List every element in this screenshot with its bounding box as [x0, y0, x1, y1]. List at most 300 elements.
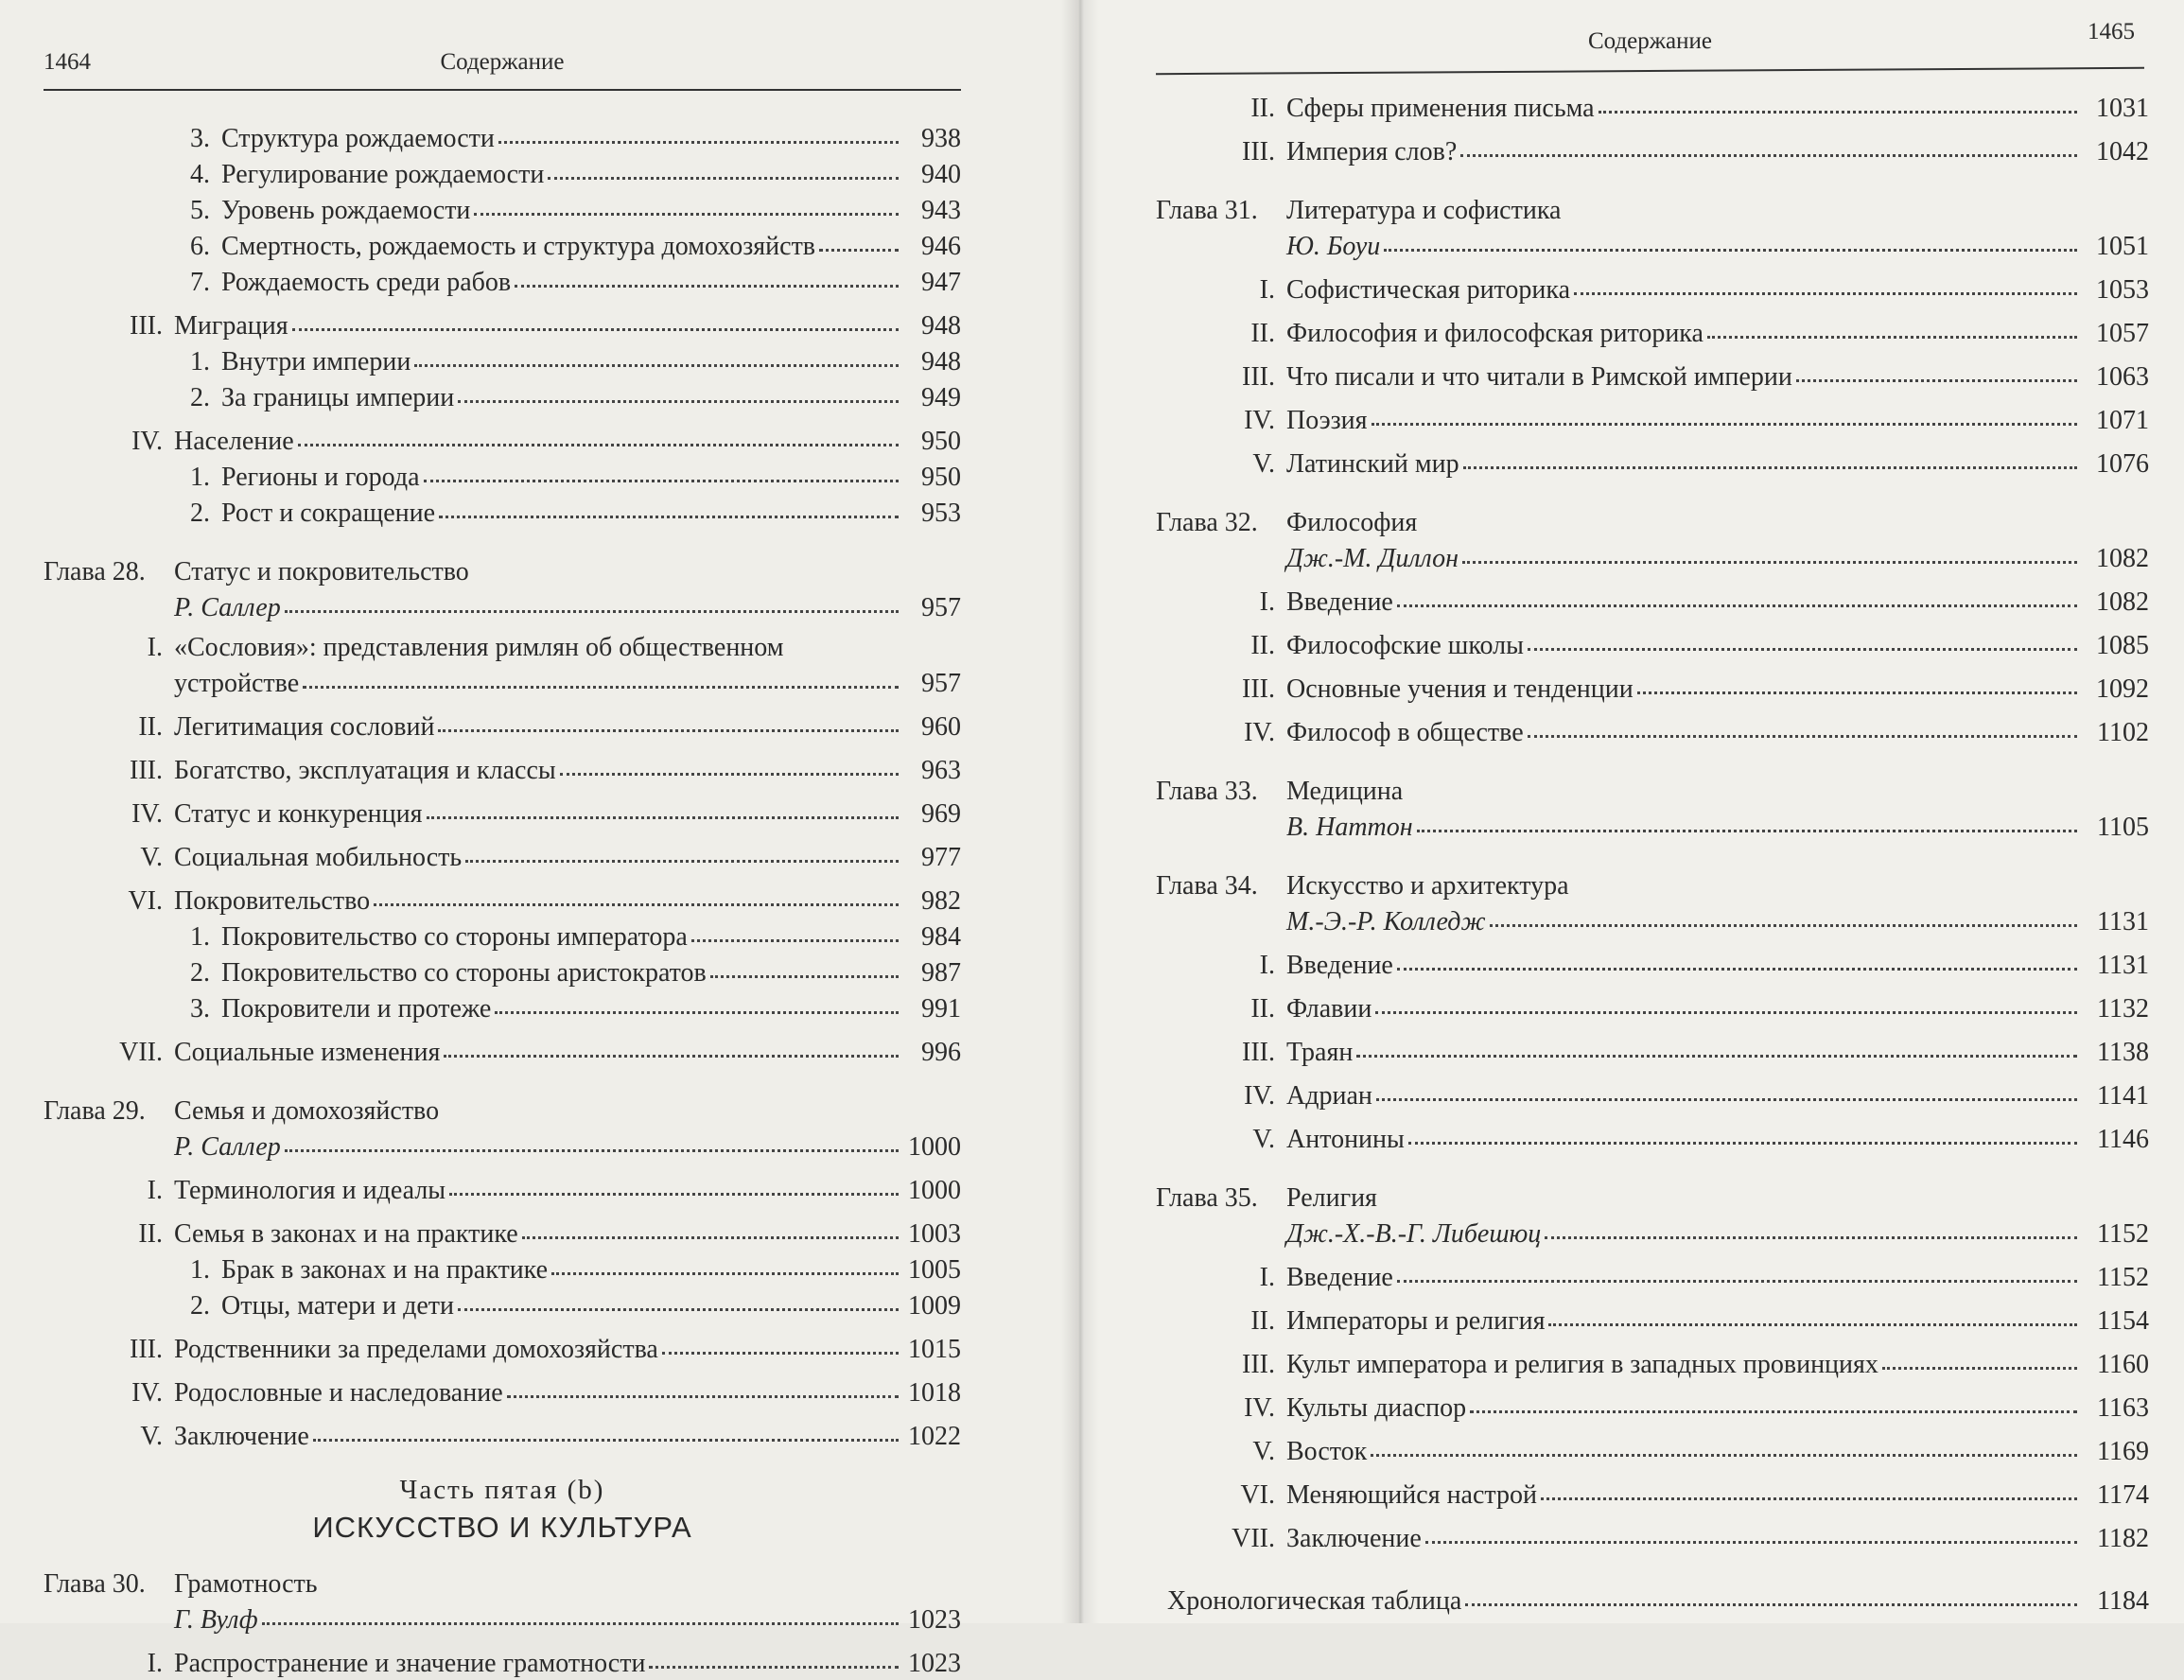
dot-leader — [507, 1371, 899, 1398]
toc-entry-title: Покровители и протеже — [221, 994, 492, 1024]
toc-entry-label: V. — [1252, 449, 1275, 479]
toc-page-number: 1071 — [2096, 406, 2149, 435]
toc-entry-title: Внутри империи — [221, 347, 411, 376]
toc-entry-label: I. — [147, 1649, 163, 1678]
dot-leader — [691, 915, 899, 942]
dot-leader — [662, 1327, 899, 1355]
left-header-rule — [44, 89, 961, 91]
toc-entry-label: 7. — [190, 268, 210, 297]
toc-page-number: 1018 — [908, 1378, 961, 1408]
toc-entry-row[interactable] — [44, 708, 961, 744]
toc-entry-label: III. — [130, 311, 163, 341]
toc-entry-label: Глава 35. — [1156, 1183, 1258, 1213]
chapter-gap — [44, 530, 961, 556]
dot-leader — [1548, 1299, 2077, 1326]
toc-entry-title: Социальные изменения — [174, 1038, 441, 1067]
toc-entry-row[interactable] — [1156, 583, 2149, 619]
toc-entry-label: III. — [130, 1335, 163, 1364]
toc-entry-row[interactable] — [44, 422, 961, 458]
dot-leader — [444, 1030, 899, 1058]
toc-entry-row[interactable] — [44, 1171, 961, 1207]
right-toc — [1156, 89, 2149, 1618]
toc-entry-label: II. — [1250, 994, 1275, 1024]
toc-entry-row[interactable] — [44, 1330, 961, 1366]
toc-entry-title: Смертность, рождаемость и структура домохозяйств — [221, 232, 816, 261]
left-page-number: 1464 — [44, 49, 91, 75]
toc-page-number: 1003 — [908, 1219, 961, 1249]
toc-chapter-row[interactable] — [44, 1568, 961, 1601]
right-toc-entries — [1156, 89, 2149, 1618]
toc-entry-title: Антонины — [1286, 1125, 1405, 1154]
toc-entry-title: Семья в законах и на практике — [174, 1219, 518, 1249]
toc-entry-row[interactable] — [1156, 670, 2149, 706]
dot-leader — [1397, 943, 2077, 971]
toc-entry-label: III. — [1242, 1350, 1275, 1379]
toc-entry-title: Родословные и наследование — [174, 1378, 503, 1408]
toc-entry-row[interactable] — [44, 263, 961, 299]
toc-entry-row[interactable] — [1156, 358, 2149, 394]
toc-entry-title: Терминология и идеалы — [174, 1176, 446, 1205]
toc-entry-title: Отцы, матери и дети — [221, 1291, 455, 1321]
toc-entry-title: Введение — [1286, 587, 1393, 617]
dot-leader — [458, 376, 899, 403]
toc-entry-label: II. — [1250, 94, 1275, 123]
toc-entry-label: VII. — [1232, 1524, 1275, 1553]
toc-chapter-row[interactable] — [44, 1095, 961, 1128]
toc-entry-row[interactable] — [44, 306, 961, 342]
toc-page-number: 957 — [921, 669, 961, 698]
chapter-gap — [1156, 168, 2149, 195]
toc-page-number: 1160 — [2097, 1350, 2149, 1379]
toc-author-row[interactable] — [1156, 902, 2149, 938]
toc-entry-label: 1. — [190, 1255, 210, 1285]
toc-chapter-row[interactable] — [44, 556, 961, 588]
toc-entry-label: I. — [1259, 275, 1275, 305]
toc-entry-title: Философские школы — [1286, 631, 1524, 660]
toc-entry-label: 3. — [190, 124, 210, 153]
dot-leader — [449, 1168, 899, 1196]
toc-page-number: 957 — [921, 593, 961, 622]
part-name: ИСКУССТВО И КУЛЬТУРА — [312, 1511, 692, 1544]
dot-leader — [1372, 398, 2077, 426]
toc-entry-row[interactable] — [1156, 713, 2149, 749]
toc-author-name: Г. Вулф — [174, 1605, 258, 1635]
toc-page-number: 1131 — [2097, 951, 2149, 980]
dot-leader — [495, 987, 899, 1014]
toc-page-number: 963 — [921, 756, 961, 785]
toc-entry-title: устройстве — [174, 669, 300, 698]
toc-entry-row[interactable] — [44, 882, 961, 918]
toc-entry-title: Регионы и города — [221, 463, 420, 492]
toc-entry-row[interactable] — [1156, 626, 2149, 662]
toc-page-number: 1169 — [2097, 1437, 2149, 1466]
toc-entry-row[interactable] — [44, 458, 961, 494]
chapter-gap — [1156, 844, 2149, 870]
toc-entry-row[interactable] — [1156, 445, 2149, 481]
toc-entry-row[interactable] — [1156, 1389, 2149, 1425]
toc-entry-title: Покровительство — [174, 886, 371, 916]
toc-page-number: 982 — [921, 886, 961, 916]
dot-leader — [551, 1248, 899, 1275]
toc-page-number: 1138 — [2097, 1038, 2149, 1067]
toc-chapter-row[interactable] — [1156, 776, 2149, 808]
toc-entry-row[interactable] — [44, 1033, 961, 1069]
chapter-gap — [1156, 481, 2149, 507]
toc-entry-row[interactable] — [1156, 1302, 2149, 1338]
toc-entry-title: Императоры и религия — [1286, 1306, 1546, 1336]
dot-leader — [474, 188, 899, 216]
toc-entry-label: Глава 33. — [1156, 777, 1258, 806]
toc-entry-row[interactable] — [1156, 1476, 2149, 1512]
left-toc-entries — [44, 119, 961, 1453]
toc-entry-title: Распространение и значение грамотности — [174, 1649, 646, 1678]
dot-leader — [1528, 623, 2077, 651]
toc-entry-title: Регулирование рождаемости — [221, 160, 545, 189]
toc-entry-row[interactable] — [1156, 1432, 2149, 1468]
dot-leader — [1882, 1342, 2077, 1370]
toc-page-number: 1082 — [2096, 544, 2149, 573]
toc-entry-label: IV. — [131, 1378, 163, 1408]
toc-entry-row[interactable] — [44, 751, 961, 787]
dot-leader — [498, 116, 899, 144]
right-page-number: 1465 — [2088, 19, 2135, 44]
toc-entry-label: 4. — [190, 160, 210, 189]
toc-page-number: 953 — [921, 499, 961, 528]
toc-entry-title: Хронологическая таблица — [1167, 1586, 1462, 1616]
toc-page-number: 1053 — [2096, 275, 2149, 305]
toc-entry-label: III. — [1242, 362, 1275, 392]
toc-page-number: 991 — [921, 994, 961, 1024]
toc-entry-title: Семья и домохозяйство — [174, 1096, 440, 1126]
toc-chapter-row[interactable] — [1156, 870, 2149, 902]
dot-leader — [1490, 900, 2078, 927]
toc-author-name: М.-Э.-Р. Колледж — [1286, 907, 1486, 936]
toc-entry-title: Культ императора и религия в западных провинциях — [1286, 1350, 1878, 1379]
toc-entry-title: Статус и покровительство — [174, 557, 469, 586]
toc-entry-label: 2. — [190, 1291, 210, 1321]
toc-entry-label: Глава 31. — [1156, 196, 1258, 225]
dot-leader — [1545, 1212, 2077, 1239]
toc-entry-row[interactable] — [1156, 271, 2149, 306]
toc-entry-row[interactable] — [1156, 1582, 2149, 1618]
toc-author-name: В. Наттон — [1286, 813, 1413, 842]
toc-page-number: 996 — [921, 1038, 961, 1067]
toc-entry-label: Глава 29. — [44, 1096, 146, 1126]
dot-leader — [303, 661, 899, 689]
toc-entry-label: IV. — [131, 427, 163, 456]
toc-page-number: 1063 — [2096, 362, 2149, 392]
toc-page-number: 948 — [921, 311, 961, 341]
toc-entry-title: Адриан — [1286, 1081, 1372, 1111]
toc-page-number: 1051 — [2096, 232, 2149, 261]
dot-leader — [313, 1414, 899, 1442]
toc-entry-label: VI. — [128, 886, 163, 916]
dot-leader — [522, 1212, 899, 1239]
dot-leader — [1376, 1074, 2077, 1101]
toc-entry-row[interactable] — [1156, 89, 2149, 125]
dot-leader — [1470, 1386, 2077, 1413]
toc-entry-row[interactable] — [44, 342, 961, 378]
toc-page-number: 1182 — [2097, 1524, 2149, 1553]
toc-entry-label: 5. — [190, 196, 210, 225]
toc-entry-row[interactable] — [44, 378, 961, 414]
toc-entry-title: Искусство и архитектура — [1286, 871, 1569, 901]
toc-chapter-row[interactable] — [1156, 1182, 2149, 1215]
toc-entry-row[interactable] — [1156, 1076, 2149, 1112]
toc-entry-label: 6. — [190, 232, 210, 261]
toc-entry-label: II. — [138, 1219, 163, 1249]
toc-author-row[interactable] — [1156, 227, 2149, 263]
toc-entry-row[interactable] — [44, 227, 961, 263]
dot-leader — [465, 835, 899, 863]
toc-entry-label: IV. — [1244, 718, 1275, 747]
toc-entry-row[interactable] — [1156, 1258, 2149, 1294]
dot-leader — [1371, 1429, 2077, 1457]
toc-page-number: 950 — [921, 427, 961, 456]
toc-page-number: 950 — [921, 463, 961, 492]
toc-page-number: 984 — [921, 922, 961, 952]
left-toc — [44, 119, 961, 1680]
toc-page-number: 1174 — [2097, 1480, 2149, 1510]
toc-page-number: 1154 — [2097, 1306, 2149, 1336]
dot-leader — [1375, 987, 2077, 1014]
toc-entry-title: Философ в обществе — [1286, 718, 1524, 747]
toc-entry-title: Заключение — [174, 1422, 309, 1451]
toc-entry-title: Грамотность — [174, 1569, 318, 1599]
dot-leader — [414, 340, 899, 367]
toc-entry-row[interactable] — [1156, 989, 2149, 1025]
toc-entry-title: Введение — [1286, 1263, 1393, 1292]
dot-leader — [439, 491, 899, 518]
toc-entry-title: Уровень рождаемости — [221, 196, 471, 225]
toc-entry-label: IV. — [1244, 406, 1275, 435]
toc-page-number: 1022 — [908, 1422, 961, 1451]
toc-page-number: 1102 — [2097, 718, 2149, 747]
toc-entry-row[interactable] — [44, 918, 961, 954]
toc-entry-row[interactable] — [44, 838, 961, 874]
toc-entry-row[interactable] — [44, 1374, 961, 1409]
right-running-title: Содержание — [1588, 28, 1712, 54]
toc-entry-row[interactable] — [1156, 314, 2149, 350]
toc-entry-row[interactable] — [44, 954, 961, 989]
book-gutter — [1061, 0, 1099, 1623]
dot-leader — [1541, 1473, 2077, 1500]
toc-entry-title: За границы империи — [221, 383, 455, 412]
dot-leader — [560, 748, 899, 776]
right-page-header — [1156, 19, 2144, 57]
toc-entry-row[interactable] — [44, 632, 961, 664]
toc-entry-row[interactable] — [44, 1644, 961, 1680]
toc-entry-row[interactable] — [1156, 1120, 2149, 1156]
dot-leader — [710, 951, 899, 978]
dot-leader — [515, 260, 899, 288]
dot-leader — [427, 792, 900, 819]
toc-chapter-row[interactable] — [1156, 507, 2149, 539]
toc-page-number: 1015 — [908, 1335, 961, 1364]
toc-entry-row[interactable] — [44, 1286, 961, 1322]
toc-author-row[interactable] — [44, 1601, 961, 1636]
toc-author-row[interactable] — [1156, 808, 2149, 844]
toc-page-number: 1152 — [2097, 1263, 2149, 1292]
chapter-gap — [1156, 1156, 2149, 1182]
toc-entry-title: Миграция — [174, 311, 288, 341]
toc-entry-title: Рост и сокращение — [221, 499, 436, 528]
toc-entry-row[interactable] — [1156, 1033, 2149, 1069]
dot-leader — [285, 586, 899, 613]
toc-page-number: 1000 — [908, 1176, 961, 1205]
toc-page-number: 969 — [921, 799, 961, 829]
dot-leader — [1408, 1117, 2077, 1145]
dot-leader — [649, 1641, 899, 1669]
toc-author-row[interactable] — [1156, 539, 2149, 575]
toc-author-name: Р. Саллер — [174, 593, 281, 622]
toc-entry-title: Население — [174, 427, 294, 456]
toc-entry-title: Богатство, эксплуатация и классы — [174, 756, 556, 785]
toc-author-row[interactable] — [44, 588, 961, 624]
toc-page-number: 960 — [921, 712, 961, 742]
dot-leader — [1397, 580, 2077, 607]
toc-entry-label: 3. — [190, 994, 210, 1024]
toc-page-number: 1184 — [2097, 1586, 2149, 1616]
toc-entry-title: Культы диаспор — [1286, 1393, 1467, 1423]
toc-entry-label: V. — [140, 843, 163, 872]
toc-entry-row[interactable] — [44, 664, 961, 700]
toc-entry-title: «Сословия»: представления римлян об общественном — [174, 633, 784, 662]
dot-leader — [292, 304, 899, 331]
toc-entry-label: IV. — [131, 799, 163, 829]
toc-entry-row[interactable] — [1156, 1345, 2149, 1381]
toc-entry-row[interactable] — [44, 1215, 961, 1251]
dot-leader — [1356, 1030, 2077, 1058]
toc-entry-title: Социальная мобильность — [174, 843, 463, 872]
toc-entry-label: I. — [1259, 587, 1275, 617]
toc-entry-label: 1. — [190, 922, 210, 952]
toc-entry-label: II. — [138, 712, 163, 742]
dot-leader — [1707, 311, 2077, 339]
dot-leader — [1462, 536, 2077, 564]
toc-entry-row[interactable] — [44, 119, 961, 155]
dot-leader — [1599, 86, 2077, 114]
toc-entry-title: Траян — [1286, 1038, 1354, 1067]
toc-page-number: 938 — [921, 124, 961, 153]
toc-entry-row[interactable] — [1156, 401, 2149, 437]
right-page — [1078, 0, 2184, 1623]
toc-entry-title: Легитимация сословий — [174, 712, 435, 742]
toc-page-number: 1146 — [2097, 1125, 2149, 1154]
toc-entry-row[interactable] — [44, 1417, 961, 1453]
dot-leader — [1397, 1255, 2077, 1283]
toc-entry-row[interactable] — [44, 795, 961, 831]
toc-entry-label: I. — [147, 1176, 163, 1205]
dot-leader — [1574, 268, 2077, 295]
toc-entry-row[interactable] — [44, 155, 961, 191]
toc-entry-label: I. — [1259, 1263, 1275, 1292]
toc-page-number: 1105 — [2097, 813, 2149, 842]
toc-entry-title: Покровительство со стороны аристократов — [221, 958, 707, 988]
toc-entry-label: III. — [1242, 137, 1275, 166]
toc-entry-row[interactable] — [44, 191, 961, 227]
toc-page-number: 949 — [921, 383, 961, 412]
toc-entry-title: Сферы применения письма — [1286, 94, 1595, 123]
toc-page-number: 947 — [921, 268, 961, 297]
left-page — [0, 0, 1078, 1678]
dot-leader — [1384, 224, 2077, 252]
toc-entry-row[interactable] — [1156, 132, 2149, 168]
toc-entry-title: Меняющийся настрой — [1286, 1480, 1537, 1510]
dot-leader — [1528, 710, 2077, 738]
toc-entry-label: III. — [1242, 1038, 1275, 1067]
toc-page-number: 1163 — [2097, 1393, 2149, 1423]
dot-leader — [1425, 1516, 2077, 1544]
toc-entry-label: III. — [130, 756, 163, 785]
toc-entry-title: Восток — [1286, 1437, 1368, 1466]
dot-leader — [819, 224, 899, 252]
toc-entry-label: V. — [140, 1422, 163, 1451]
toc-entry-label: 2. — [190, 383, 210, 412]
toc-entry-title: Латинский мир — [1286, 449, 1459, 479]
toc-entry-title: Покровительство со стороны императора — [221, 922, 688, 952]
toc-page-number: 1023 — [908, 1605, 961, 1635]
toc-entry-row[interactable] — [44, 1251, 961, 1286]
toc-author-name: Ю. Боуи — [1286, 232, 1381, 261]
toc-page-number: 1085 — [2096, 631, 2149, 660]
toc-page-number: 1092 — [2096, 674, 2149, 704]
toc-entry-label: II. — [1250, 631, 1275, 660]
right-header-rule — [1156, 67, 2144, 75]
toc-entry-title: Литература и софистика — [1286, 196, 1562, 225]
toc-entry-label: 2. — [190, 499, 210, 528]
toc-entry-row[interactable] — [1156, 1519, 2149, 1555]
toc-entry-title: Флавии — [1286, 994, 1372, 1024]
toc-author-row[interactable] — [44, 1128, 961, 1164]
toc-entry-label: IV. — [1244, 1081, 1275, 1111]
toc-author-name: Дж.-М. Диллон — [1286, 544, 1459, 573]
toc-page-number: 1132 — [2097, 994, 2149, 1024]
toc-entry-label: 1. — [190, 347, 210, 376]
toc-entry-label: 2. — [190, 958, 210, 988]
toc-entry-row[interactable] — [44, 989, 961, 1025]
dot-leader — [1460, 130, 2077, 157]
dot-leader — [298, 419, 899, 446]
toc-entry-title: Медицина — [1286, 777, 1404, 806]
toc-entry-label: 1. — [190, 463, 210, 492]
toc-page-number: 1005 — [908, 1255, 961, 1285]
toc-entry-row[interactable] — [1156, 946, 2149, 982]
toc-entry-title: Рождаемость среди рабов — [221, 268, 512, 297]
toc-author-row[interactable] — [1156, 1215, 2149, 1251]
toc-page-number: 1042 — [2096, 137, 2149, 166]
toc-entry-row[interactable] — [44, 494, 961, 530]
toc-page-number: 977 — [921, 843, 961, 872]
toc-chapter-row[interactable] — [1156, 195, 2149, 227]
toc-page-number: 948 — [921, 347, 961, 376]
toc-author-name: Дж.-Х.-В.-Г. Либешюц — [1286, 1219, 1542, 1249]
toc-page-number: 946 — [921, 232, 961, 261]
dot-leader — [1463, 442, 2077, 469]
toc-entry-title: Философия и философская риторика — [1286, 319, 1704, 348]
toc-entry-title: Структура рождаемости — [221, 124, 495, 153]
toc-entry-title: Поэзия — [1286, 406, 1368, 435]
toc-entry-title: Введение — [1286, 951, 1393, 980]
dot-leader — [1796, 355, 2077, 382]
left-page-header — [44, 49, 961, 81]
toc-entry-label: Глава 30. — [44, 1569, 146, 1599]
dot-leader — [1637, 667, 2077, 694]
dot-leader — [438, 705, 899, 732]
toc-entry-label: VI. — [1240, 1480, 1275, 1510]
toc-entry-label: VII. — [119, 1038, 163, 1067]
toc-entry-label: I. — [1259, 951, 1275, 980]
